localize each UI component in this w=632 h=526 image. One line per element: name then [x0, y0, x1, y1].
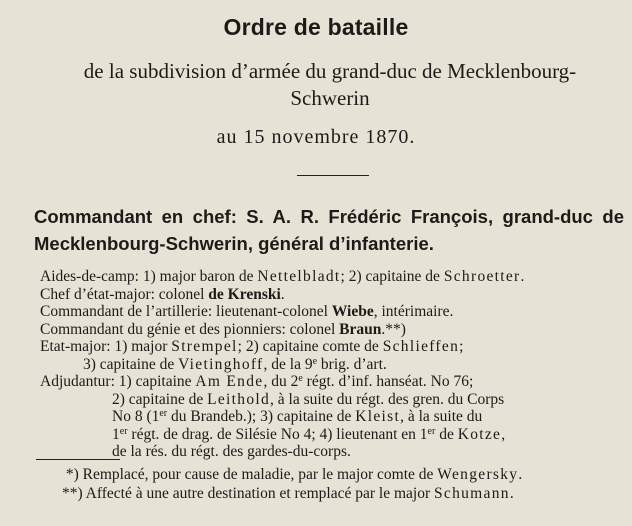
staff-list [40, 268, 620, 461]
text-segment: Aides-de-camp: 1) major baron de [40, 268, 258, 285]
text-segment: , à la suite du régt. des gren. du Corps [270, 390, 505, 408]
text-segment: *) Remplacé, pour cause de maladie, par le major comte de [65, 466, 438, 483]
superscript: er [159, 408, 168, 419]
text-segment: . [518, 466, 523, 483]
text-segment: 1 [112, 425, 120, 443]
footnotes [62, 466, 622, 503]
name-text: Strempel [171, 338, 238, 355]
text-segment: , intérimaire. [373, 303, 454, 320]
name-text: Schroetter [443, 268, 521, 285]
name-text: Wiebe [331, 303, 374, 320]
text-segment: 2) capitaine de [112, 390, 208, 408]
staff-adjudantur-5 [40, 443, 620, 461]
staff-artillerie [40, 303, 620, 321]
staff-adjudantur-4 [40, 426, 620, 444]
text-segment: régt. d’inf. hanséat. No 76; [302, 373, 474, 390]
staff-adjudantur-1 [40, 373, 620, 391]
superscript: e [298, 373, 303, 384]
superscript: er [427, 425, 436, 437]
name-text: Schumann [433, 484, 510, 502]
text-segment: Etat-major: 1) major [40, 338, 172, 355]
text-segment: brig. d’art. [317, 355, 387, 373]
name-text: Nettelbladt [257, 268, 341, 285]
staff-chef-etat-major [40, 286, 620, 304]
text-segment: . [520, 268, 525, 285]
staff-etat-major-2 [40, 356, 620, 374]
text-segment: . [509, 484, 514, 502]
footnote-1 [62, 466, 622, 485]
text-segment: ; 2) capitaine comte de [237, 338, 383, 355]
text-segment: Adjudantur: 1) capitaine [40, 373, 196, 390]
text-segment: de [435, 425, 458, 443]
text-segment: du Brandeb.); 3) capitaine de [167, 408, 356, 425]
text-segment: , [501, 425, 506, 443]
text-segment: , de la 9 [263, 355, 313, 373]
text-segment: 3) capitaine de [83, 355, 179, 373]
name-text: Braun [339, 320, 382, 338]
text-segment: .**) [381, 320, 406, 338]
staff-aides-de-camp [40, 268, 620, 286]
commander-heading: Commandant en chef: S. A. R. Frédéric François, grand-duc de Mecklenbourg-Schwerin, général d’infanterie. [34, 206, 624, 254]
name-text: Kleist [355, 408, 401, 425]
text-segment: Commandant du génie et des pionniers: colonel [40, 320, 340, 338]
text-segment: . [280, 285, 285, 303]
text-segment: No 8 (1 [112, 408, 160, 425]
text-segment: **) Affecté à une autre destination et remplacé par le major [62, 484, 434, 502]
footnote-2 [62, 485, 622, 504]
superscript: e [312, 355, 318, 367]
staff-adjudantur-3 [40, 408, 620, 426]
page-subtitle: de la subdivision d’armée du grand-duc de Mecklenbourg-Schwerin [83, 59, 577, 110]
text-segment: ; [459, 338, 464, 355]
name-text: Kotze [457, 425, 502, 443]
name-text: Am Ende [195, 373, 264, 390]
name-text: Wengersky [437, 466, 519, 483]
text-segment: , à la suite du [400, 408, 483, 425]
text-segment: de la rés. du régt. des gardes-du-corps. [112, 443, 351, 460]
name-text: Vietinghoff [178, 355, 264, 373]
name-text: Leithold [207, 390, 271, 408]
text-segment: ; 2) capitaine de [340, 268, 444, 285]
name-text: Schlieffen [382, 338, 460, 355]
text-segment: , du 2 [263, 373, 299, 390]
staff-adjudantur-2 [40, 391, 620, 409]
page-date: au 15 novembre 1870. [216, 126, 416, 148]
staff-genie [40, 321, 620, 339]
text-segment: Chef d’état-major: colonel [40, 285, 209, 303]
footnote-divider [36, 459, 120, 460]
superscript: er [119, 425, 128, 437]
text-segment: régt. de drag. de Silésie No 4; 4) lieutenant en 1 [127, 425, 428, 443]
text-segment: Commandant de l’artillerie: lieutenant-colonel [40, 303, 332, 320]
name-text: de Krenski [208, 285, 281, 303]
page-title: Ordre de bataille [223, 14, 409, 40]
divider [297, 175, 369, 176]
staff-etat-major-1 [40, 338, 620, 356]
